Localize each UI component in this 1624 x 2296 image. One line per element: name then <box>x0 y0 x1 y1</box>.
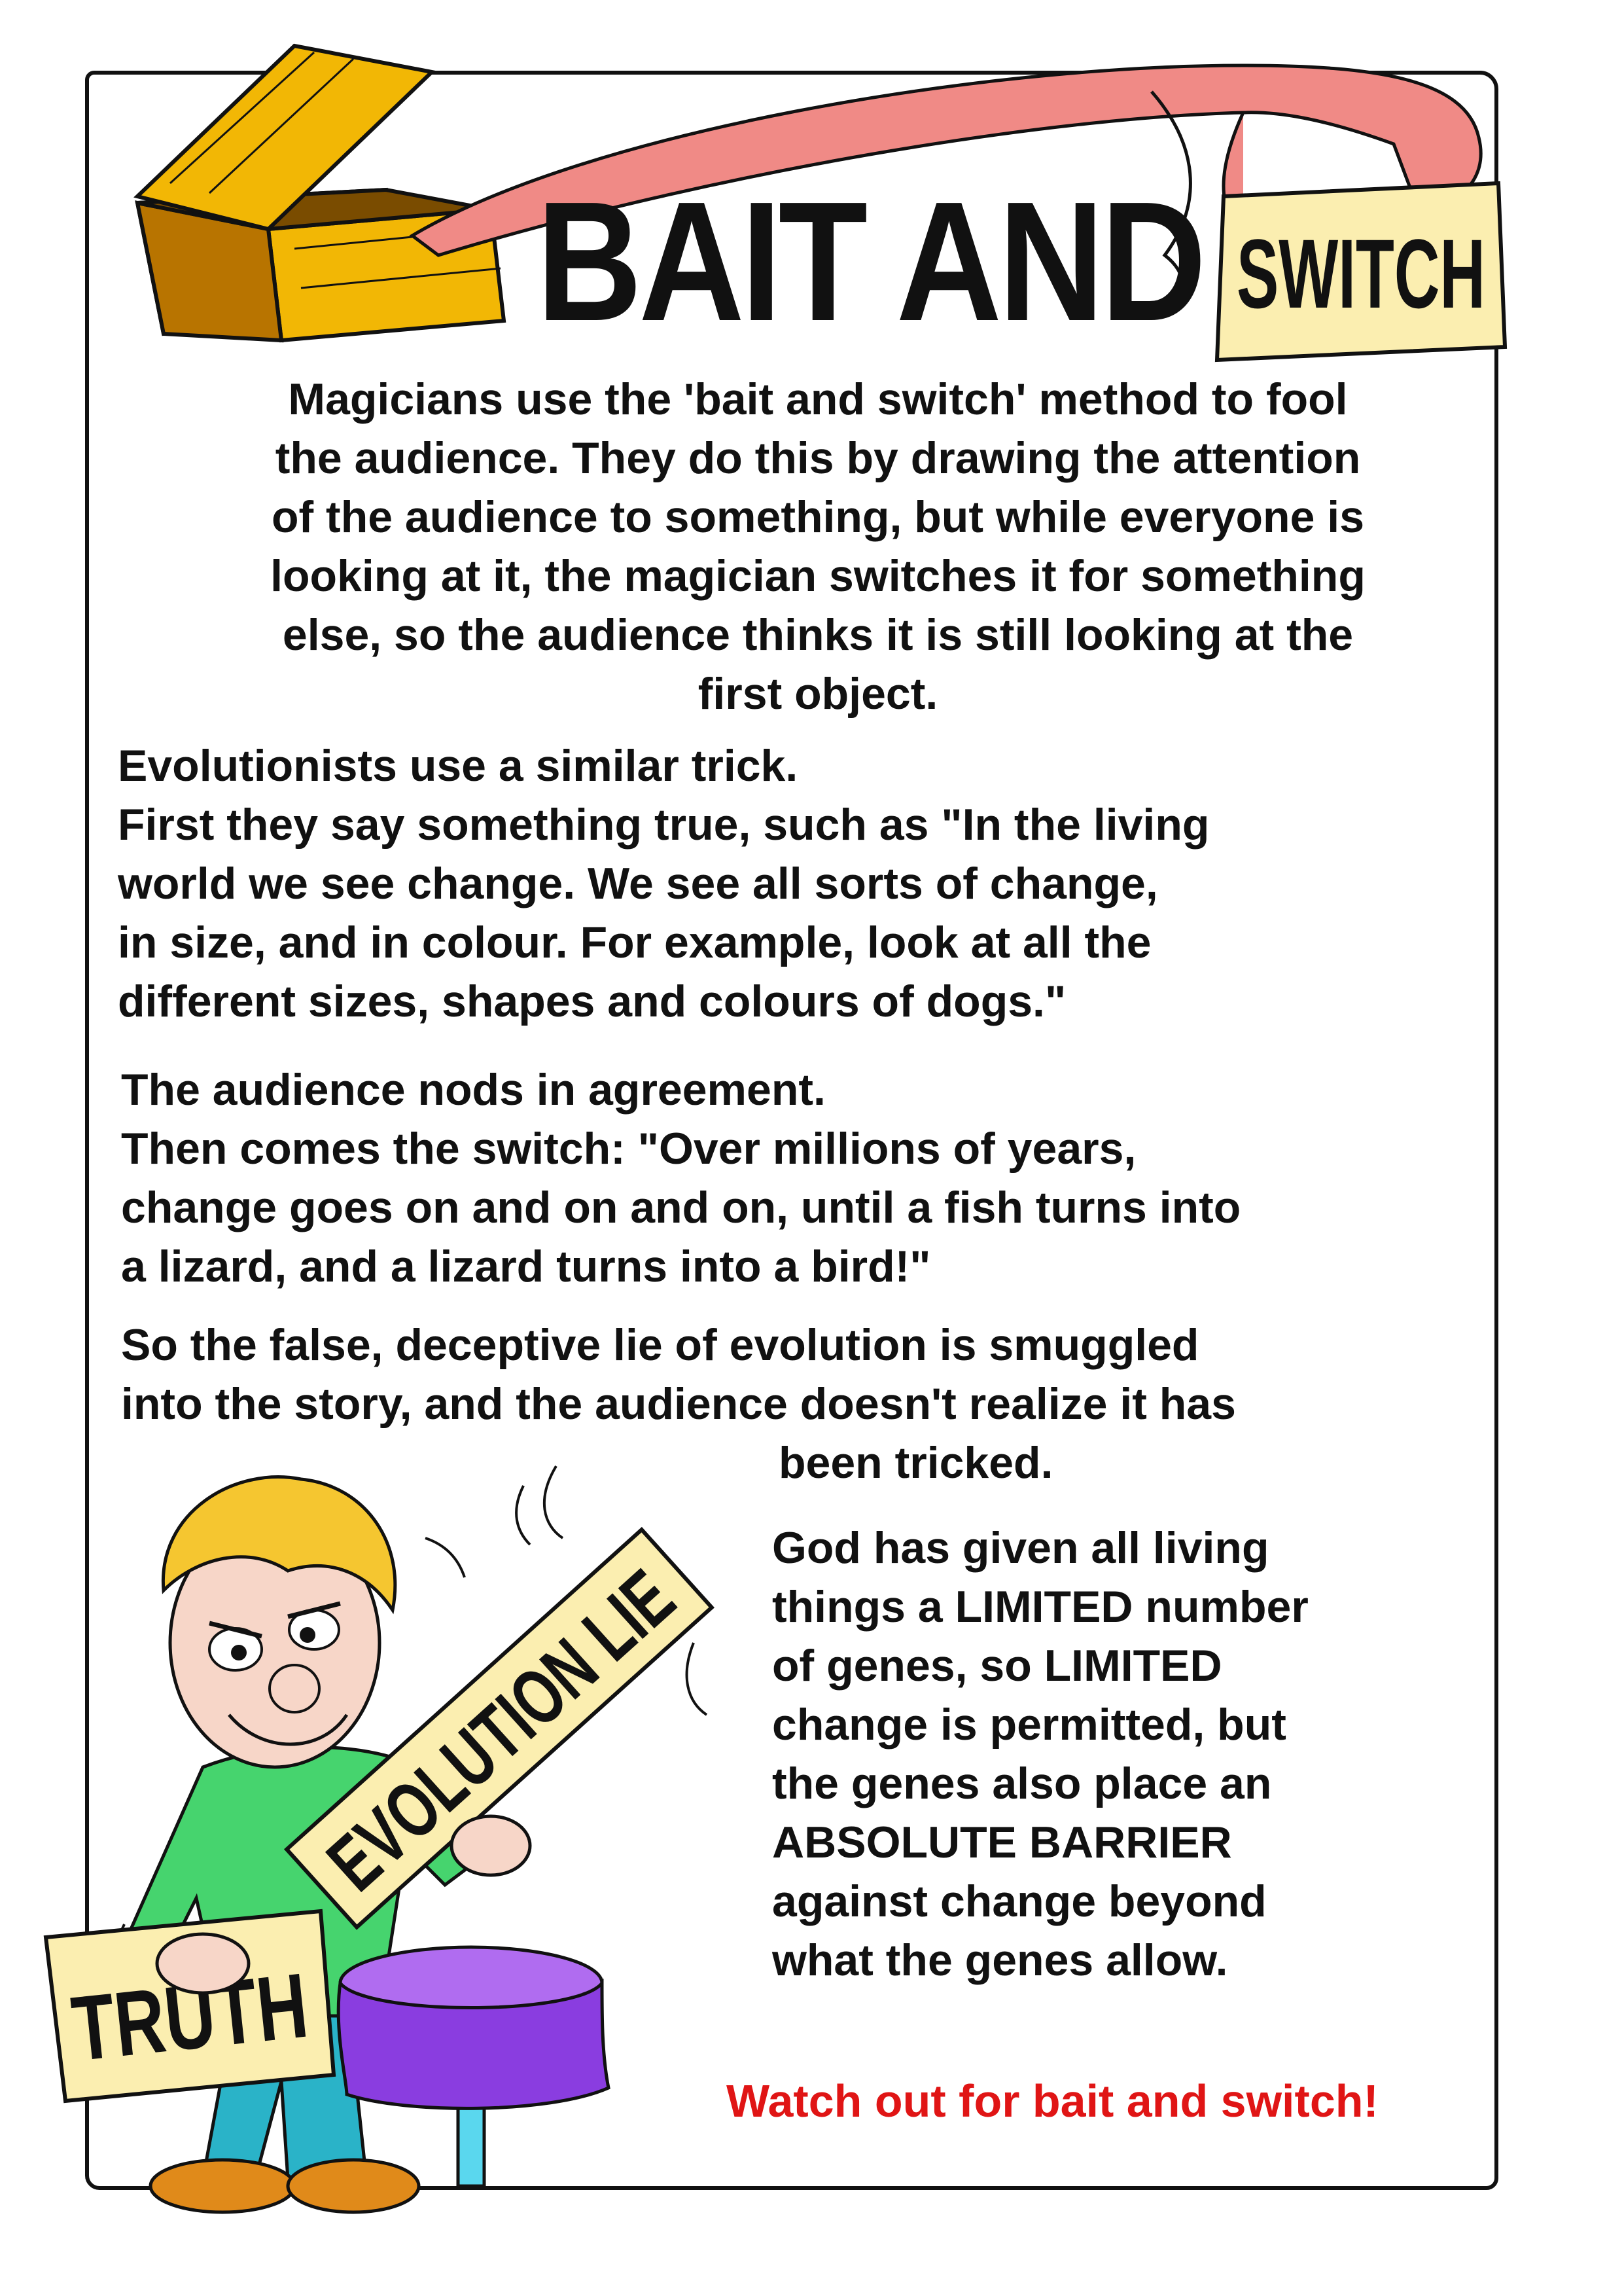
paragraph-line: First they say something true, such as "In the living <box>118 800 1210 850</box>
intro-line: of the audience to something, but while everyone is <box>271 492 1365 542</box>
paragraph-line: ABSOLUTE BARRIER <box>772 1818 1232 1867</box>
paragraph-line: of genes, so LIMITED <box>772 1641 1222 1691</box>
deception-paragraph <box>121 1316 1495 1433</box>
paragraph-line: world we see change. We see all sorts of change, <box>118 859 1158 908</box>
paragraph-line: the genes also place an <box>772 1759 1272 1808</box>
truth-sign-text: TRUTH <box>67 1945 387 2081</box>
paragraph-line: The audience nods in agreement. <box>121 1065 826 1115</box>
paragraph-line: So the false, deceptive lie of evolution is smuggled <box>121 1320 1199 1370</box>
paragraph-line: what the genes allow. <box>772 1935 1228 1985</box>
paragraph-line: into the story, and the audience doesn't realize it has <box>121 1379 1236 1429</box>
paragraph-line: against change beyond <box>772 1876 1267 1926</box>
paragraph-line: been tricked. <box>779 1438 1053 1488</box>
paragraph-line: things a LIMITED number <box>772 1582 1309 1632</box>
intro-paragraph <box>150 370 1485 723</box>
warning-text: Watch out for bait and switch! <box>726 2075 1379 2126</box>
paragraph-line: God has given all living <box>772 1523 1269 1573</box>
intro-line: the audience. They do this by drawing the attention <box>275 433 1361 483</box>
switch-sign <box>1210 177 1511 373</box>
paragraph-line: a lizard, and a lizard turns into a bird!" <box>121 1242 931 1291</box>
intro-line: else, so the audience thinks it is still looking at the <box>282 610 1354 660</box>
switch-paragraph <box>121 1060 1495 1296</box>
intro-line: looking at it, the magician switches it for something <box>270 551 1366 601</box>
evolution-lie-sign-text: EVOLUTION LIE <box>311 1439 817 1908</box>
paragraph-line: in size, and in colour. For example, look at all the <box>118 918 1152 967</box>
magician-illustration <box>39 1427 817 2199</box>
paragraph-line: Then comes the switch: "Over millions of years, <box>121 1124 1137 1174</box>
deception-paragraph-end <box>779 1433 1368 1492</box>
genes-paragraph <box>772 1518 1459 1990</box>
paragraph-line: different sizes, shapes and colours of dogs." <box>118 977 1067 1026</box>
paragraph-line: Evolutionists use a similar trick. <box>118 741 798 791</box>
page-title: BAIT AND <box>537 167 1203 357</box>
evolutionists-paragraph <box>118 736 1492 1031</box>
intro-line: Magicians use the 'bait and switch' method to fool <box>288 374 1348 424</box>
paragraph-line: change is permitted, but <box>772 1700 1286 1749</box>
switch-sign-text: SWITCH <box>1237 219 1485 329</box>
intro-line: first object. <box>697 669 938 719</box>
paragraph-line: change goes on and on and on, until a fish turns into <box>121 1183 1241 1232</box>
